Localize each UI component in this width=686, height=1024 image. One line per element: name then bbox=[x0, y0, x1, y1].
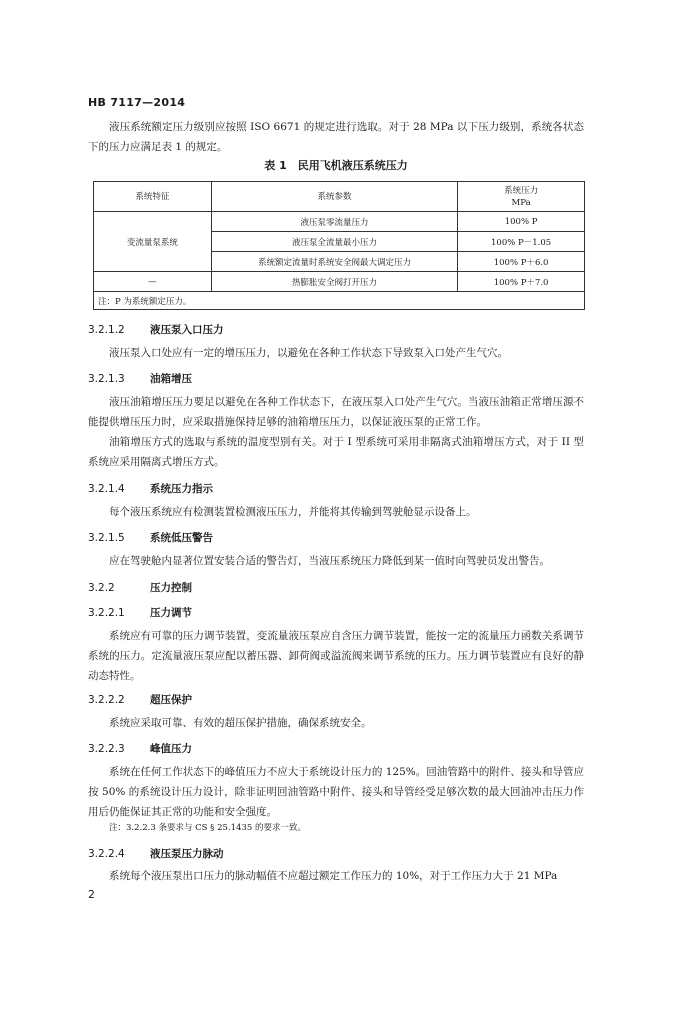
section-number: 3.2.1.5 bbox=[88, 532, 125, 544]
section-title: 液压泵入口压力 bbox=[150, 324, 224, 336]
section-paragraph: 系统应采取可靠、有效的超压保护措施，确保系统安全。 bbox=[109, 717, 372, 729]
table-note-row bbox=[94, 292, 585, 310]
section-heading bbox=[88, 846, 224, 862]
section-note: 注：3.2.2.3 条要求与 CS § 25.1435 的要求一致。 bbox=[109, 823, 306, 833]
param-cell: 液压泵全流量最小压力 bbox=[211, 232, 457, 252]
section-title: 压力控制 bbox=[150, 582, 192, 594]
value-cell: 100% P＋6.0 bbox=[458, 252, 585, 272]
table-note: 注：P 为系统额定压力。 bbox=[94, 292, 585, 310]
section-title: 峰值压力 bbox=[150, 743, 192, 755]
section-title: 液压泵压力脉动 bbox=[150, 848, 224, 860]
section-heading bbox=[88, 741, 192, 757]
table-row bbox=[94, 212, 585, 232]
param-cell: 液压泵零流量压力 bbox=[211, 212, 457, 232]
section-heading bbox=[88, 580, 192, 596]
section-heading bbox=[88, 605, 192, 621]
section-title: 油箱增压 bbox=[150, 373, 192, 385]
section-paragraph: 每个液压系统应有检测装置检测液压压力，并能将其传输到驾驶舱显示设备上。 bbox=[109, 506, 477, 518]
section-paragraph: 液压泵入口处应有一定的增压压力，以避免在各种工作状态下导致泵入口处产生气穴。 bbox=[109, 347, 508, 359]
table-caption: 表 1 民用飞机液压系统压力 bbox=[264, 159, 408, 172]
group-label-cell: 变流量泵系统 bbox=[94, 212, 212, 272]
header-pressure-line1: 系统压力 bbox=[504, 185, 539, 196]
page-number: 2 bbox=[88, 888, 95, 901]
table-header-row bbox=[94, 182, 585, 212]
section-number: 3.2.1.4 bbox=[88, 483, 125, 495]
section-number: 3.2.1.2 bbox=[88, 324, 125, 336]
section-heading bbox=[88, 322, 224, 338]
section-paragraph: 油箱增压方式的选取与系统的温度型别有关。对于 I 型系统可采用非隔离式油箱增压方式，对于 II 型系统应采用隔离式增压方式。 bbox=[88, 436, 584, 468]
section-number: 3.2.2.2 bbox=[88, 694, 125, 706]
header-feature: 系统特征 bbox=[94, 182, 212, 212]
section-title: 系统低压警告 bbox=[150, 532, 213, 544]
section-title: 压力调节 bbox=[150, 607, 192, 619]
header-param: 系统参数 bbox=[211, 182, 457, 212]
section-heading bbox=[88, 692, 192, 708]
section-number: 3.2.2.4 bbox=[88, 848, 125, 860]
table-row bbox=[94, 272, 585, 292]
feature-cell: — bbox=[94, 272, 212, 292]
param-cell: 热膨胀安全阀打开压力 bbox=[211, 272, 457, 292]
intro-paragraph: 液压系统额定压力级别应按照 ISO 6671 的规定进行选取。对于 28 MPa 以下压力级别，系统各状态下的压力应满足表 1 的规定。 bbox=[88, 121, 584, 153]
section-number: 3.2.2 bbox=[88, 582, 115, 594]
standard-code-header: HB 7117—2014 bbox=[88, 96, 186, 109]
value-cell: 100% P－1.05 bbox=[458, 232, 585, 252]
value-cell: 100% P bbox=[458, 212, 585, 232]
section-title: 系统压力指示 bbox=[150, 483, 213, 495]
header-pressure-unit: MPa bbox=[511, 197, 531, 208]
section-number: 3.2.1.3 bbox=[88, 373, 125, 385]
section-title: 超压保护 bbox=[150, 694, 192, 706]
section-paragraph: 系统每个液压泵出口压力的脉动幅值不应超过额定工作压力的 10%，对于工作压力大于 21 MPa bbox=[109, 870, 558, 882]
section-paragraph: 系统应有可靠的压力调节装置，变流量液压泵应自含压力调节装置，能按一定的流量压力函数关系调节系统的压力。定流量液压泵应配以蓄压器、卸荷阀或溢流阀来调节系统的压力。压力调节装置应有良好的静动态特性。 bbox=[88, 630, 584, 682]
section-heading bbox=[88, 371, 192, 387]
header-pressure bbox=[458, 182, 585, 212]
section-paragraph: 系统在任何工作状态下的峰值压力不应大于系统设计压力的 125%。回油管路中的附件、接头和导管应按 50% 的系统设计压力设计，除非证明回油管路中附件、接头和导管经受足够次数的最大回油冲击压力作用后仍能保证其正常的功能和安全强度。 bbox=[88, 766, 584, 818]
value-cell: 100% P＋7.0 bbox=[458, 272, 585, 292]
pressure-table bbox=[93, 181, 585, 310]
section-heading bbox=[88, 530, 213, 546]
section-number: 3.2.2.3 bbox=[88, 743, 125, 755]
section-paragraph: 应在驾驶舱内显著位置安装合适的警告灯，当液压系统压力降低到某一值时向驾驶员发出警告。 bbox=[109, 555, 550, 567]
param-cell: 系统额定流量时系统安全阀最大调定压力 bbox=[211, 252, 457, 272]
section-number: 3.2.2.1 bbox=[88, 607, 125, 619]
section-paragraph: 液压油箱增压压力要足以避免在各种工作状态下，在液压泵入口处产生气穴。当液压油箱正常增压源不能提供增压压力时，应采取措施保持足够的油箱增压压力，以保证液压泵的正常工作。 bbox=[88, 396, 584, 428]
section-heading bbox=[88, 481, 213, 497]
